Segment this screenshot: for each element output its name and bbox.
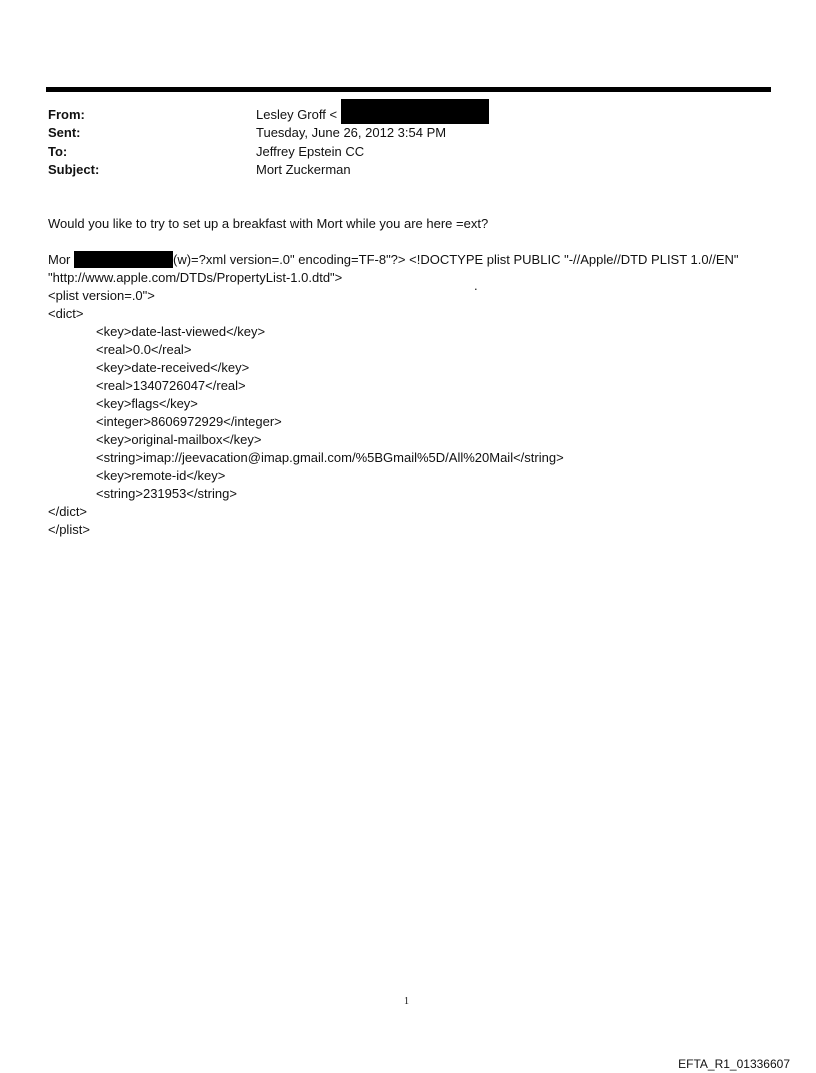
redaction-block xyxy=(74,251,173,268)
sent-label: Sent: xyxy=(48,125,81,140)
plist-close: </plist> xyxy=(48,522,90,537)
plist-entry: <real>0.0</real> xyxy=(96,342,192,357)
page-number: 1 xyxy=(404,996,409,1007)
dict-open: <dict> xyxy=(48,306,84,321)
dict-close: </dict> xyxy=(48,504,88,519)
plist-entry: <real>1340726047</real> xyxy=(96,378,246,393)
sent-value: Tuesday, June 26, 2012 3:54 PM xyxy=(256,125,447,140)
mor-prefix: Mor xyxy=(48,252,71,267)
from-label: From: xyxy=(48,107,85,122)
subject-value: Mort Zuckerman xyxy=(256,162,351,177)
redaction-block xyxy=(341,99,489,124)
plist-entry: <string>imap://jeevacation@imap.gmail.com/%5BGmail%5D/All%20Mail</string> xyxy=(96,450,564,465)
subject-label: Subject: xyxy=(48,162,100,177)
document-id: EFTA_R1_01336607 xyxy=(678,1057,790,1071)
to-label: To: xyxy=(48,144,68,159)
xml-declaration-line: (w)=?xml version=.0" encoding=TF-8"?> <!DOCTYPE plist PUBLIC "-//Apple//DTD PLIST 1.0//EN" xyxy=(173,252,739,267)
dtd-url-line: "http://www.apple.com/DTDs/PropertyList-1.0.dtd"> xyxy=(48,270,343,285)
plist-entry: <key>flags</key> xyxy=(96,396,198,411)
plist-entry: <string>231953</string> xyxy=(96,486,237,501)
plist-entry: <integer>8606972929</integer> xyxy=(96,414,282,429)
to-value: Jeffrey Epstein CC xyxy=(256,144,365,159)
plist-entry: <key>date-last-viewed</key> xyxy=(96,324,266,339)
plist-entry: <key>remote-id</key> xyxy=(96,468,226,483)
plist-open: <plist version=.0"> xyxy=(48,288,155,303)
header-rule xyxy=(46,87,771,92)
plist-entry: <key>date-received</key> xyxy=(96,360,250,375)
from-value: Lesley Groff < xyxy=(256,107,338,122)
stray-dot: . xyxy=(474,278,478,293)
message-question: Would you like to try to set up a breakfast with Mort while you are here =ext? xyxy=(48,216,489,231)
plist-entry: <key>original-mailbox</key> xyxy=(96,432,262,447)
